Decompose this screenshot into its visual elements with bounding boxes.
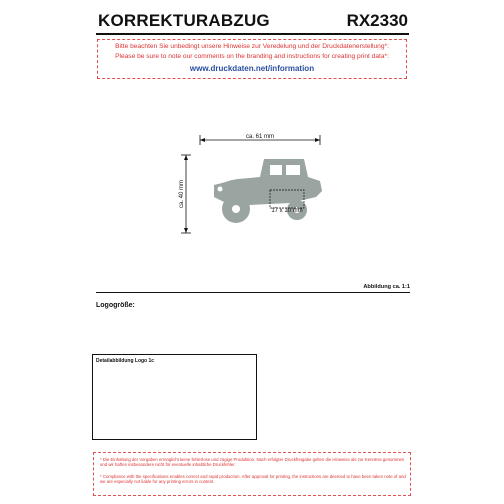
- footer-notice-box: [93, 452, 411, 496]
- logo-size-label: Logogröße:: [96, 302, 135, 309]
- scale-label: Abbildung ca. 1:1: [363, 284, 410, 290]
- footer-english: * Compliance with the specifications enables correct and rapid production. After approval for printing, the instructions are deemed to have been taken note of and we are especially not liable for any printing errors in content.: [100, 474, 406, 485]
- detail-label: Detailabbildung Logo 1c: [96, 358, 155, 364]
- imprint-label: 17 x 10 mm: [271, 208, 303, 214]
- logo-detail-box: [92, 354, 257, 440]
- page-title: KORREKTURABZUG: [98, 11, 270, 30]
- notice-english: Please be sure to note our comments on the branding and instructions for creating print data*:: [115, 53, 389, 60]
- footer-german: * Die Einhaltung der Vorgaben ermöglicht keine fehlerlose und zügige Produktion. Nach erfolgter Druckfreigabe gelten die Hinweise als zur Kenntnis genommen und wir haften insbesondere nicht für eventuelle inhaltliche Druckfehler.: [100, 457, 405, 468]
- tractor-silhouette: [214, 159, 322, 223]
- width-label: ca. 61 mm: [245, 134, 275, 140]
- notice-box: [97, 39, 407, 79]
- header-rule: [96, 33, 409, 35]
- section-rule: [96, 292, 410, 293]
- notice-german: Bitte beachten Sie unbedingt unsere Hinweise zur Veredelung und der Druckdatenerstellung*:: [115, 43, 389, 50]
- height-label: ca. 40 mm: [179, 179, 185, 209]
- print-data-link[interactable]: www.druckdaten.net/information: [189, 64, 315, 73]
- article-code: RX2330: [346, 11, 408, 30]
- product-drawing: [170, 125, 340, 235]
